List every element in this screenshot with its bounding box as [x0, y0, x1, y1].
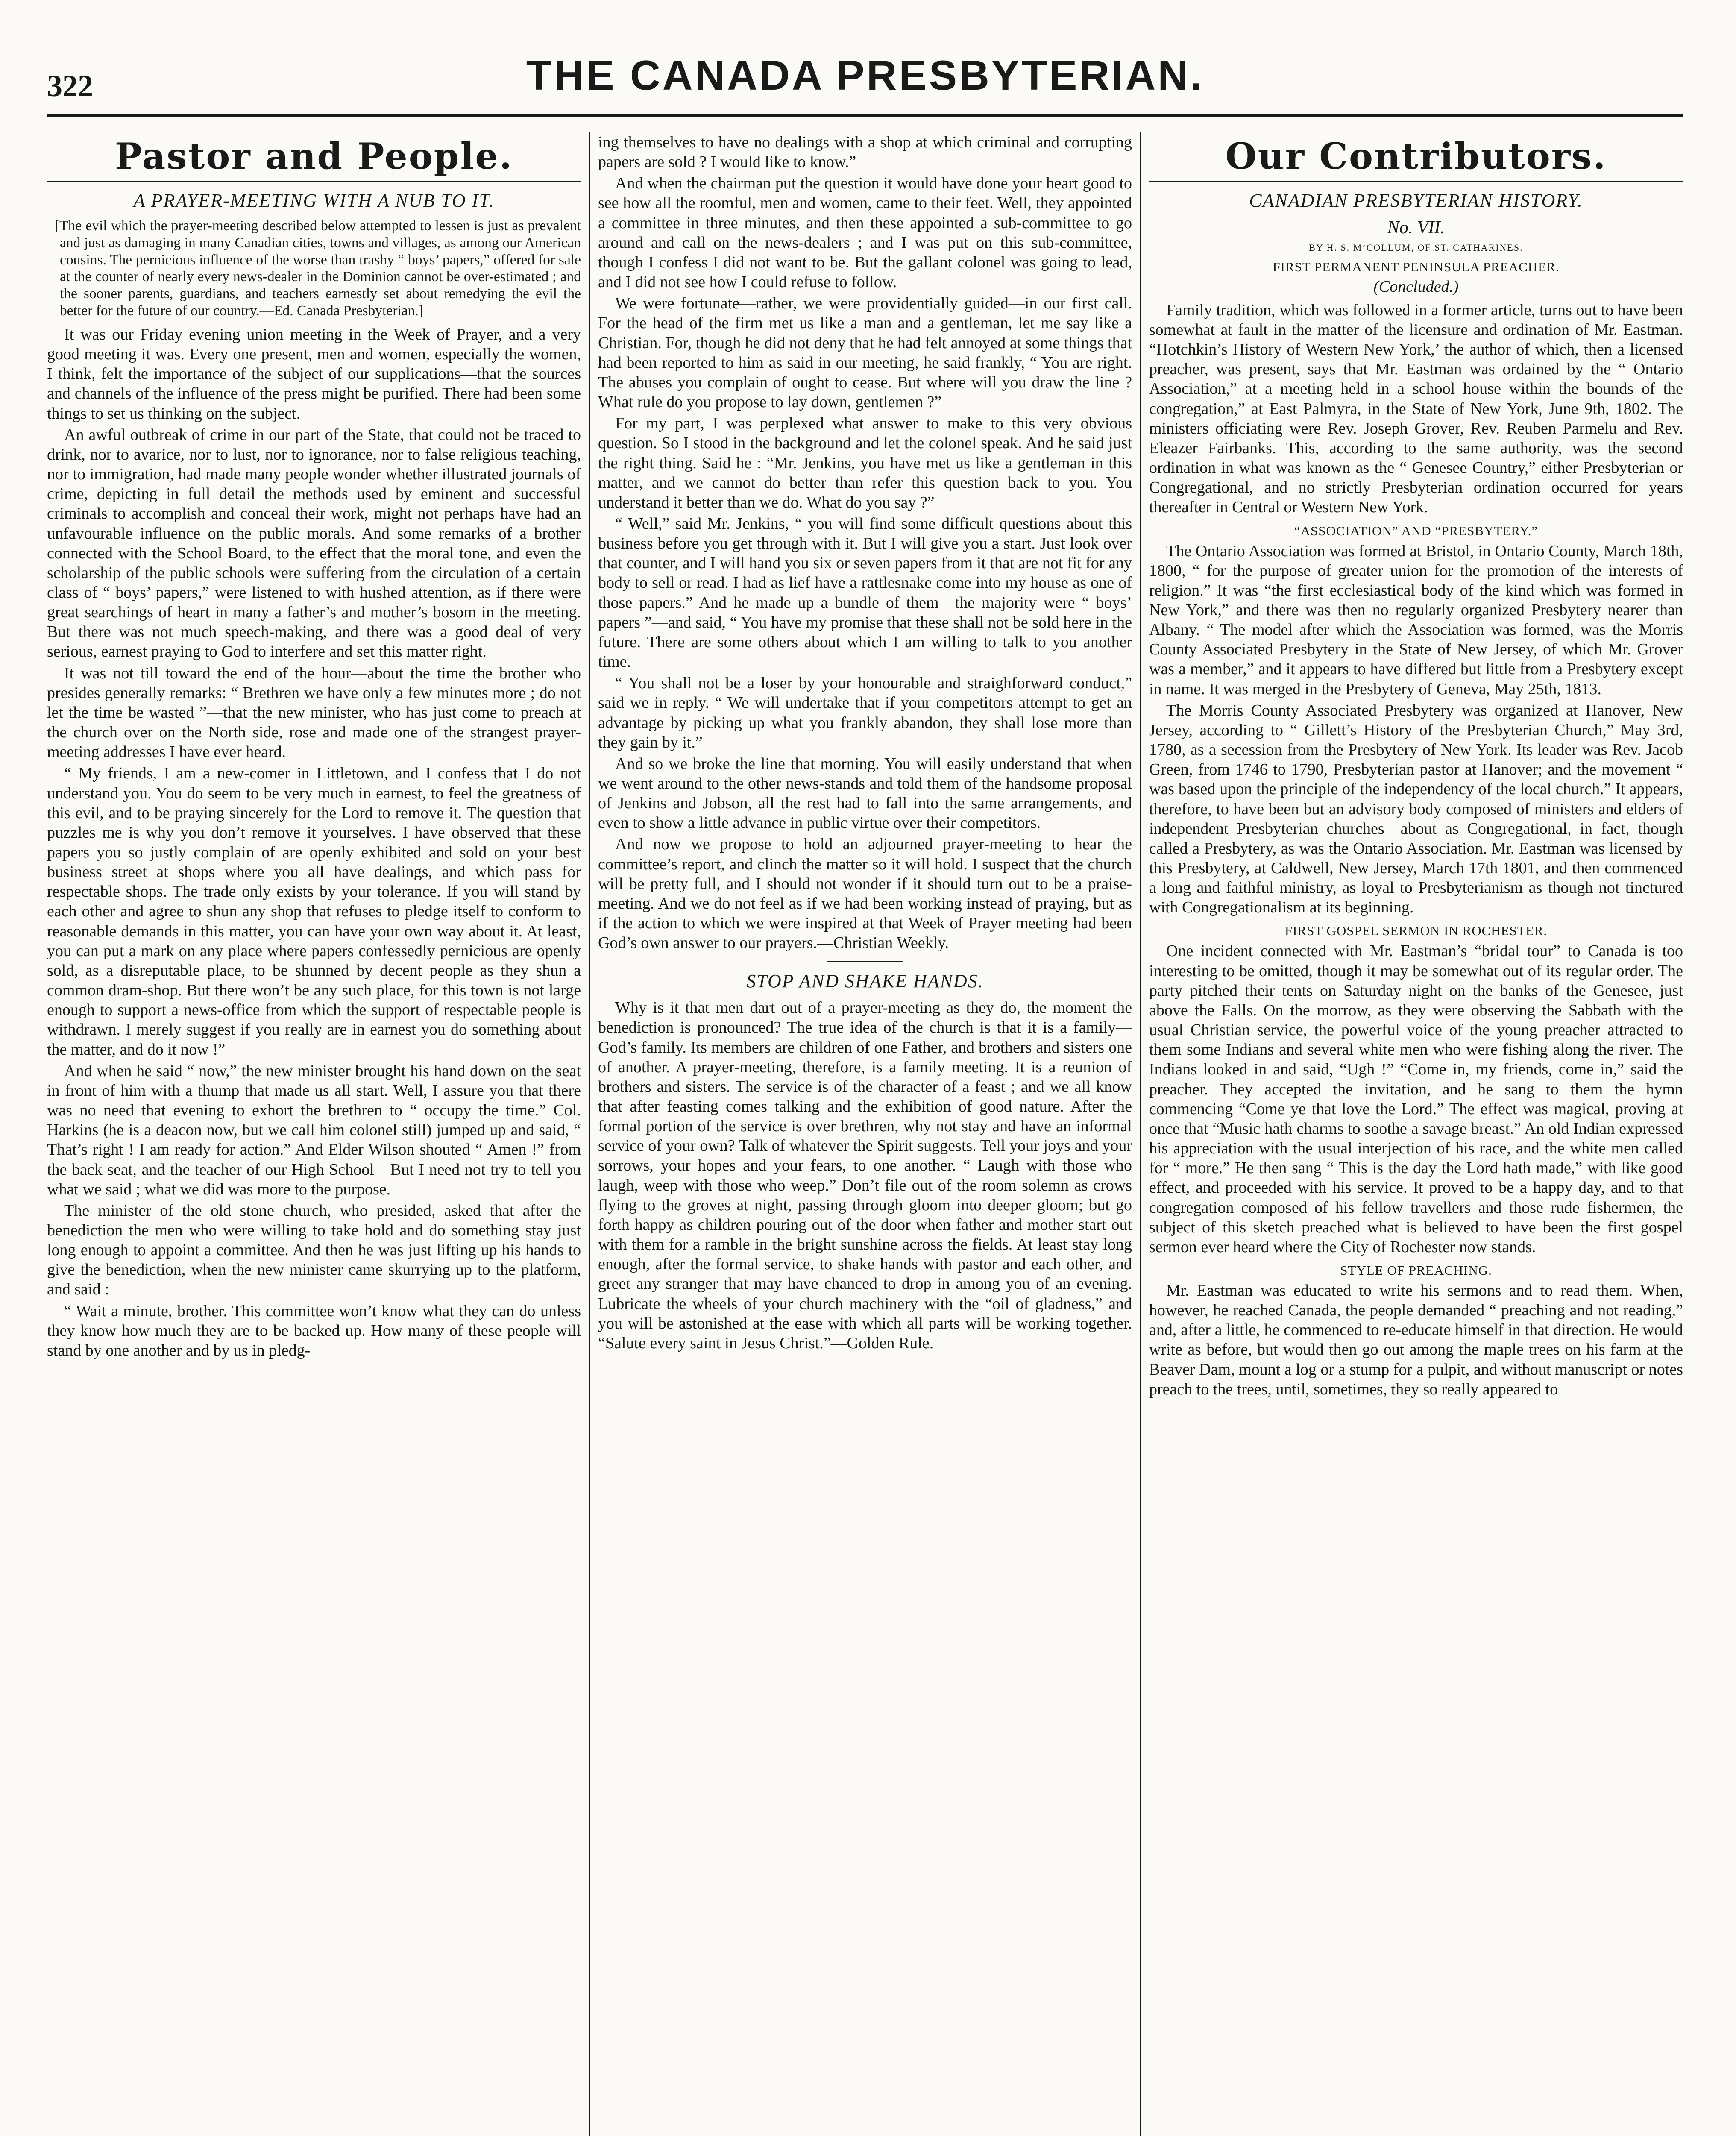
column-pastor-and-people [47, 132, 581, 2136]
article-title: CANADIAN PRESBYTERIAN HISTORY. [1249, 190, 1583, 211]
article-paragraph: The Ontario Association was formed at Bristol, in Ontario County, March 18th, 1800, “ for the purpose of greater union for the promotion of the interests of religion.” It was “the first ecclesiastical body of the kind which was formed in New York,” and there was then no regularly organized Presbytery nearer than Albany. “ The model after which the Association was formed, was the Morris County Associated Presbytery in the State of New Jersey, of which Mr. Grover was a member,” and it appears to have differed but little from a Presbytery except in name. It was merged in the Presbytery of Geneva, May 25th, 1813. [1149, 542, 1683, 698]
concluded-note: (Concluded.) [1373, 277, 1459, 296]
article-paragraph: And now we propose to hold an adjourned prayer-meeting to hear the committee’s report, and clinch the matter so it will hold. I suspect that the church will be pretty full, and I should not wonder if it should turn out to be a praise-meeting. And we do not feel as if we had been working instead of praying, but as if the action to which we were inspired at that Week of Prayer meeting had been God’s own answer to our prayers.—Christian Weekly. [598, 835, 1132, 952]
article-paragraph: Family tradition, which was followed in a former article, turns out to have been somewhat at fault in the matter of the licensure and ordination of Mr. Eastman. “Hotchkin’s History of Western New York,’ the author of which, then a licensed preacher, was present, says that Mr. Eastman was ordained by the “ Ontario Association,” at a meeting held in a school house within the bounds of the congregation,” at East Palmyra, in the State of New York, June 9th, 1802. The ministers officiating were Rev. Joseph Grover, Rev. Reuben Parmelu and Rev. Eleazer Fairbanks. This, according to the same authority, was the second ordination in what was known as the “ Genesee Country,” either Presbyterian or Congregational, and no strictly Presbyterian ordination occurred for years thereafter in Central or Western New York. [1149, 301, 1683, 516]
article-paragraph: One incident connected with Mr. Eastman’s “bridal tour” to Canada is too interesting to be omitted, though it may be somewhat out of its regular order. The party pitched their tents on Saturday night on the banks of the Genesee, just above the Falls. On the morrow, as they were observing the Sabbath with the usual Christian service, the powerful voice of the young preacher attracted to them some Indians and several white men who were fishing along the river. The Indians looked in and said, “Ugh !” “Come in, my friends, come in,” said the preacher. They accepted the invitation, and he sang to them the hymn commencing “Come ye that love the Lord.” The effect was magical, proving at once that “Music hath charms to soothe a savage breast.” An old Indian expressed his appreciation with the usual interjection of his race, and the white men called for “ more.” He then sang “ This is the day the Lord hath made,” with like good effect, and proceeded with his service. It proved to be a happy day, and to that congregation composed of his fellow travellers and those rude fishermen, the subject of this sketch preached what is believed to have been the first gospel sermon ever heard where the City of Rochester now stands. [1149, 942, 1683, 1256]
subheading: FIRST GOSPEL SERMON IN ROCHESTER. [1284, 923, 1548, 939]
column-divider [1140, 132, 1141, 2136]
article-paragraph: The minister of the old stone church, who presided, asked that after the benediction the men who were willing to take hold and do something stay just long enough to appoint a committee. And then he was just lifting up his hands to give the benediction, when the new minister came skurrying up to the platform, and said : [47, 1201, 581, 1299]
article-title: STOP AND SHAKE HANDS. [746, 971, 984, 992]
column-our-contributors [1149, 132, 1683, 2136]
article-paragraph: It was not till toward the end of the hour—about the time the brother who presides generally remarks: “ Brethren we have only a few minutes more ; do not let the time be wasted ”—that the new minister, who has just come to preach at the church over on the North side, rose and made one of the strangest prayer-meeting addresses I have ever heard. [47, 664, 581, 761]
article-paragraph: An awful outbreak of crime in our part of the State, that could not be traced to drink, nor to avarice, nor to lust, nor to ignorance, nor to false religious teaching, nor to immigration, had made many people wonder whether illustrated journals of crime, depicting in full detail the methods used by eminent and successful criminals to accomplish and conceal their work, might not perhaps have had an unfavourable influence on the public morals. And some remarks of a brother connected with the School Board, to the effect that the moral tone, and even the scholarship of the public schools were suffering from the circulation of a certain class of “ boys’ papers,” were listened to with hushed attention, as if there were great searchings of heart in many a father’s and mother’s bosom in the meeting. But there was not much speech-making, and there was a good deal of very serious, earnest praying to God to interfere and set this matter right. [47, 425, 581, 661]
article-paragraph: And when the chairman put the question it would have done your heart good to see how all the roomful, men and women, came to their feet. Well, they appointed a committee in three minutes, and then these appointed a sub-committee to go around and call on the news-dealers ; and I was put on this sub-committee, though I confess I did not want to be. But the gallant colonel was going to lead, and I did not see how I could refuse to follow. [598, 174, 1132, 291]
article-paragraph: Mr. Eastman was educated to write his sermons and to read them. When, however, he reached Canada, the people demanded “ preaching and not reading,” and, after a little, he commenced to re-educate himself in that direction. He would write as before, but would then go out among the maple trees on his farm at the Beaver Dam, mount a log or a stump for a pulpit, and without manuscript or notes preach to the trees, until, sometimes, they so really appeared to [1149, 1281, 1683, 1398]
article-paragraph: “ You shall not be a loser by your honourable and straighforward conduct,” said we in reply. “ We will undertake that if your competitors attempt to get an advantage by picking up what you frankly abandon, they shall lose more than they gain by it.” [598, 674, 1132, 751]
article-paragraph: “ Wait a minute, brother. This committee won’t know what they can do unless they know how much they are to be backed up. How many of these people will stand by one another and by us in pledg- [47, 1302, 581, 1359]
section-title: Pastor and People. [47, 135, 581, 182]
masthead [47, 38, 1683, 115]
editor-note: [The evil which the prayer-meeting described below attempted to lessen is just as prevalent and just as damaging in many Canadian cities, towns and villages, as among our American cousins. The pernicious influence of the worse than trashy “ boys’ papers,” offered for sale at the counter of nearly every news-dealer in the Dominion cannot be over-estimated ; and the sooner parents, guardians, and teachers earnestly set about remedying the evil the better for the future of our country.—Ed. Canada Presbyterian.] [55, 217, 581, 319]
article-paragraph: We were fortunate—rather, we were providentially guided—in our first call. For the head of the firm met us like a man and a gentleman, let me say like a Christian. For, though he did not deny that he had felt annoyed at some things that had been reported to him as said in our meeting, he said frankly, “ You are right. The abuses you complain of ought to cease. But where will you draw the line ? What rule do you propose to lay down, gentlemen ?” [598, 294, 1132, 411]
subheading: “ASSOCIATION” AND “PRESBYTERY.” [1294, 523, 1538, 538]
newspaper-page [47, 38, 1683, 2136]
article-paragraph: It was our Friday evening union meeting in the Week of Prayer, and a very good meeting it was. Every one present, men and women, especially the women, I think, felt the importance of the subject of our supplications—that the sources and channels of the influence of the press might be purified. There had been some things to set us thinking on the subject. [47, 325, 581, 423]
article-paragraph: The Morris County Associated Presbytery was organized at Hanover, New Jersey, according to “ Gillett’s History of the Presbyterian Church,” May 3rd, 1780, as a secession from the Presbytery of New York. Its leader was Rev. Jacob Green, from 1746 to 1790, Presbyterian pastor at Hanover; and the movement “ was based upon the principle of the independency of the local church.” It appears, therefore, to have been but an advisory body composed of ministers and elders of independent Presbyterian churches—about as Congregational, in fact, though called a Presbytery, as was the Ontario Association. Mr. Eastman was licensed by this Presbytery, at Caldwell, New Jersey, March 17th 1801, and then commenced a long and faithful ministry, as loyal to Presbyterianism as though not tinctured with Congregationalism at its beginning. [1149, 701, 1683, 917]
subheading: FIRST PERMANENT PENINSULA PREACHER. [1273, 259, 1560, 274]
column-middle [598, 132, 1132, 2136]
article-paragraph: ing themselves to have no dealings with a shop at which criminal and corrupting papers are sold ? I would like to know.” [598, 133, 1132, 171]
article-paragraph: And so we broke the line that morning. You will easily understand that when we went around to the other news-stands and told them of the handsome proposal of Jenkins and Jobson, all the rest had to fall into the same arrangements, and even to show a little advance in public virtue over their competitors. [598, 754, 1132, 832]
article-paragraph: “ My friends, I am a new-comer in Littletown, and I confess that I do not understand you. You do seem to be very much in earnest, to feel the greatness of this evil, and to be praying sincerely for the Lord to remove it. The question that puzzles me is why you don’t remove it yourselves. I have observed that these papers you so justly complain of are openly exhibited and sold on your best business street at shops where you all have dealings, and which pass for respectable shops. The trade only exists by your tolerance. If you will stand by each other and agree to shun any shop that refuses to pledge itself to conform to reasonable demands in this matter, you can have your own way about it. At least, you can put a mark on any place where papers confessedly pernicious are openly sold, as a disreputable place, to be shunned by decent people as they shun a common dram-shop. But there won’t be any such place, for this town is not large enough to support a news-office from which the support of respectable people is withdrawn. I merely suggest if you really are in earnest you do something about the matter, and do it now !” [47, 764, 581, 1059]
subheading: STYLE OF PREACHING. [1340, 1262, 1492, 1278]
article-paragraph: Why is it that men dart out of a prayer-meeting as they do, the moment the benediction is pronounced? The true idea of the church is that it is a family—God’s family. Its members are children of one Father, and brothers and sisters one of another. A prayer-meeting, therefore, is a family meeting. It is a reunion of brothers and sisters. The service is of the character of a feast ; and we all know that after feasting comes talking and the exhibition of good nature. After the formal portion of the service is over brethren, why not stay and have an informal service of your own? Talk of whatever the Spirit suggests. Tell your joys and your sorrows, your hopes and your fears, to one another. “ Laugh with those who laugh, weep with those who weep.” Don’t file out of the room solemn as crows flying to the groves at night, passing through gloom into deeper gloom; but go forth happy as children pouring out of the door when father and mother start out with them for a ramble in the bright sunshine across the fields. At least stay long enough, after the formal service, to shake hands with pastor and each other, and greet any stranger that may have chanced to drop in among you of an evening. Lubricate the wheels of your church machinery with the “oil of gladness,” and you will be astonished at the ease with which all parts will be working together. “Salute every saint in Jesus Christ.”—Golden Rule. [598, 999, 1132, 1352]
masthead-rule [47, 114, 1683, 117]
page-number: 322 [47, 69, 93, 103]
section-title: Our Contributors. [1149, 135, 1683, 182]
article-paragraph: And when he said “ now,” the new minister brought his hand down on the seat in front of him with a thump that made us all start. Well, I assure you that there was no need that evening to exhort the brethren to “ occupy the time.” Col. Harkins (he is a deacon now, but we call him colonel still) jumped up and said, “ That’s right ! I am ready for action.” And Elder Wilson shouted “ Amen !” from the back seat, and the teacher of our High School—But I need not try to tell you what we said ; what we did was more to the purpose. [47, 1062, 581, 1198]
byline: BY H. S. M’COLLUM, OF ST. CATHARINES. [1309, 242, 1523, 253]
article-paragraph: For my part, I was perplexed what answer to make to this very obvious question. So I stood in the background and let the colonel speak. And he said just the right thing. Said he : “Mr. Jenkins, you have met us like a gentleman in this matter, and we cannot do better than refer this question back to you. You understand it better than we do. What do you say ?” [598, 414, 1132, 511]
article-separator [827, 961, 903, 962]
article-title: A PRAYER-MEETING WITH A NUB TO IT. [133, 190, 495, 211]
newspaper-title: THE CANADA PRESBYTERIAN. [526, 52, 1204, 99]
article-paragraph: “ Well,” said Mr. Jenkins, “ you will find some difficult questions about this business before you get through with it. But I will give you a start. Just look over that counter, and I will hand you six or seven papers from it that are not fit for any body to sell or read. I had as lief have a rattlesnake come into my house as one of those papers.” And he made up a bundle of them—the majority were “ boys’ papers ”—and said, “ You have my promise that these shall not be sold here in the future. There are some others about which I am willing to talk to you another time. [598, 514, 1132, 671]
article-number: No. VII. [1387, 217, 1445, 238]
column-divider [589, 132, 590, 2136]
